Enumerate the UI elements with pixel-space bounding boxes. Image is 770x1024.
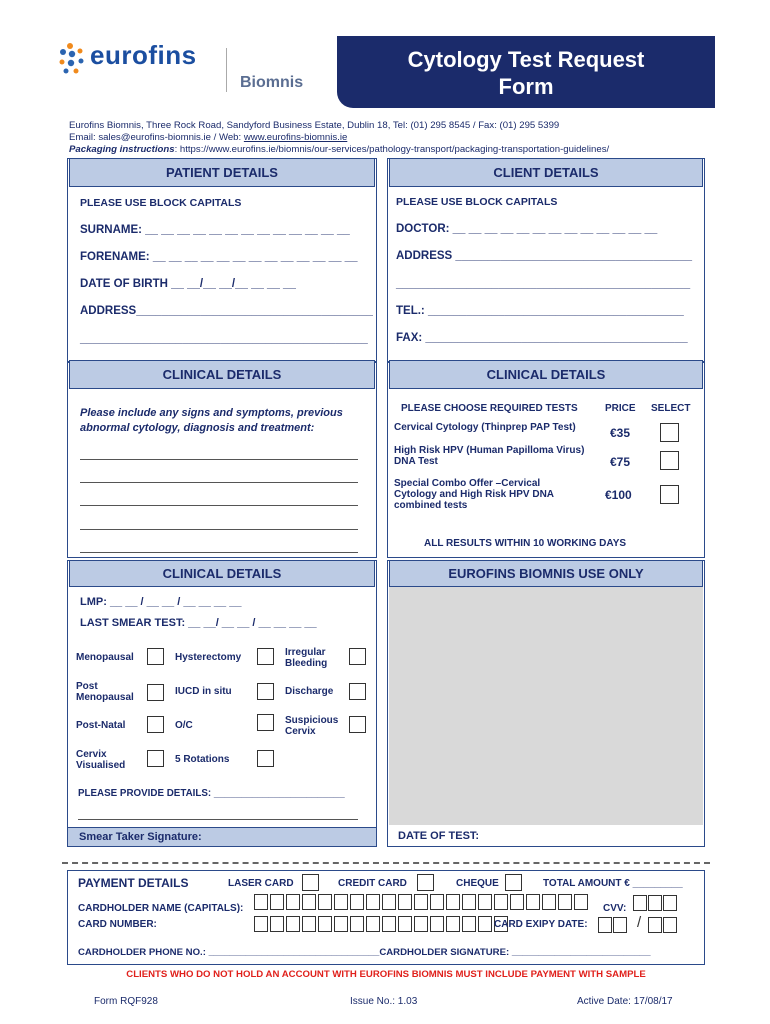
clinical-bottom-header: CLINICAL DETAILS xyxy=(69,560,375,587)
issue-number: Issue No.: 1.03 xyxy=(350,996,418,1007)
price-col-header: PRICE xyxy=(605,403,636,414)
cvv-label: CVV: xyxy=(603,903,627,914)
patient-forename-field[interactable]: FORENAME: __ __ __ __ __ __ __ __ __ __ __ __ __ xyxy=(80,251,358,263)
clinical-line[interactable] xyxy=(80,505,358,506)
credit-card-label: CREDIT CARD xyxy=(338,878,407,889)
cvv-box[interactable] xyxy=(648,895,662,911)
payment-header: PAYMENT DETAILS xyxy=(78,876,189,890)
cardholder-phone-signature[interactable]: CARDHOLDER PHONE NO.: ________________________________CARDHOLDER SIGNATURE: __________________________ xyxy=(78,947,651,958)
provide-details-line[interactable] xyxy=(78,819,358,820)
suspicious-cervix-checkbox[interactable] xyxy=(349,716,366,733)
card-char-box[interactable] xyxy=(430,894,444,910)
title-line-1: Cytology Test Request xyxy=(407,47,645,72)
clinical-note: Please include any signs and symptoms, previous abnormal cytology, diagnosis and treatment: xyxy=(80,407,343,434)
packaging-url[interactable]: : https://www.eurofins.ie/biomnis/our-services/pathology-transport/packaging-transportation-guidelines/ xyxy=(174,144,610,155)
card-char-box[interactable] xyxy=(398,894,412,910)
patient-address-field[interactable]: ADDRESS_____________________________________ xyxy=(80,305,373,317)
biomnis-use-panel xyxy=(389,587,703,825)
card-char-box[interactable] xyxy=(302,894,316,910)
client-doctor-field[interactable]: DOCTOR: __ __ __ __ __ __ __ __ __ __ __ __ __ xyxy=(396,223,658,235)
select-col-header: SELECT xyxy=(651,403,691,414)
card-char-box[interactable] xyxy=(462,894,476,910)
eurofins-dots-icon xyxy=(58,42,88,78)
patient-surname-field[interactable]: SURNAME: __ __ __ __ __ __ __ __ __ __ __ __ __ xyxy=(80,224,350,236)
logo-text: eurofins xyxy=(90,40,197,70)
card-char-box[interactable] xyxy=(542,894,556,910)
client-address-line-2[interactable]: ______________________________________________ xyxy=(396,278,691,290)
laser-card-label: LASER CARD xyxy=(228,878,294,889)
cervix-visualised-checkbox[interactable] xyxy=(147,750,164,767)
patient-address-line-2[interactable]: _____________________________________________ xyxy=(80,333,368,345)
email-line xyxy=(69,132,347,143)
last-smear-field[interactable]: LAST SMEAR TEST: __ __/ __ __ / __ __ __ __ xyxy=(80,617,317,629)
card-char-box[interactable] xyxy=(270,894,284,910)
cheque-label: CHEQUE xyxy=(456,878,499,889)
clinical-line[interactable] xyxy=(80,482,358,483)
email-prefix: Email: sales@eurofins-biomnis.ie / Web: xyxy=(69,132,244,143)
cheque-checkbox[interactable] xyxy=(505,874,522,891)
iucd-checkbox[interactable] xyxy=(257,683,274,700)
client-tel-field[interactable]: TEL.: ________________________________________ xyxy=(396,305,684,317)
card-char-box[interactable] xyxy=(494,894,508,910)
test-price: €35 xyxy=(610,426,631,440)
expiry-box[interactable] xyxy=(613,917,627,933)
laser-card-checkbox[interactable] xyxy=(302,874,319,891)
option-cervix-visualised: Cervix Visualised xyxy=(76,749,126,771)
web-link[interactable]: www.eurofins-biomnis.ie xyxy=(243,132,348,143)
test-select-checkbox[interactable] xyxy=(660,423,679,442)
option-hysterectomy: Hysterectomy xyxy=(175,652,242,663)
card-char-box[interactable] xyxy=(446,894,460,910)
post-menopausal-checkbox[interactable] xyxy=(147,684,164,701)
title-line-2: Form xyxy=(498,74,554,99)
expiry-box[interactable] xyxy=(598,917,612,933)
card-char-box[interactable] xyxy=(270,916,284,932)
card-char-box[interactable] xyxy=(574,894,588,910)
card-number-label: CARD NUMBER: xyxy=(78,919,157,930)
logo-divider xyxy=(226,48,227,92)
test-name: Special Combo Offer –Cervical Cytology and High Risk HPV DNA combined tests xyxy=(394,478,554,511)
rotations-checkbox[interactable] xyxy=(257,750,274,767)
post-natal-checkbox[interactable] xyxy=(147,716,164,733)
clinical-line[interactable] xyxy=(80,459,358,460)
card-char-box[interactable] xyxy=(286,894,300,910)
provide-details-field[interactable]: PLEASE PROVIDE DETAILS: ________________________ xyxy=(78,788,345,799)
hysterectomy-checkbox[interactable] xyxy=(257,648,274,665)
packaging-label: Packaging instructions xyxy=(69,144,175,155)
total-amount-field[interactable]: TOTAL AMOUNT € _________ xyxy=(543,878,683,889)
logo-sub: Biomnis xyxy=(240,74,304,91)
credit-card-checkbox[interactable] xyxy=(417,874,434,891)
cut-line xyxy=(62,862,710,864)
card-char-box[interactable] xyxy=(318,894,332,910)
card-char-box[interactable] xyxy=(446,916,460,932)
oc-checkbox[interactable] xyxy=(257,714,274,731)
option-iucd: IUCD in situ xyxy=(175,686,232,697)
eurofins-logo xyxy=(58,40,218,80)
card-char-box[interactable] xyxy=(366,894,380,910)
card-char-box[interactable] xyxy=(414,916,428,932)
card-char-box[interactable] xyxy=(382,894,396,910)
expiry-slash: / xyxy=(637,914,642,931)
card-char-box[interactable] xyxy=(350,894,364,910)
card-char-box[interactable] xyxy=(382,916,396,932)
payment-warning: CLIENTS WHO DO NOT HOLD AN ACCOUNT WITH EUROFINS BIOMNIS MUST INCLUDE PAYMENT WITH SAMPLE xyxy=(126,969,646,980)
card-char-box[interactable] xyxy=(558,894,572,910)
option-post-menopausal: Post Menopausal xyxy=(76,681,134,703)
option-discharge: Discharge xyxy=(285,686,334,697)
results-note: ALL RESULTS WITHIN 10 WORKING DAYS xyxy=(424,538,627,549)
card-char-box[interactable] xyxy=(254,894,268,910)
test-price: €100 xyxy=(605,488,632,502)
clinical-line[interactable] xyxy=(80,552,358,553)
option-post-natal: Post-Natal xyxy=(76,720,126,731)
card-char-box[interactable] xyxy=(478,916,492,932)
biomnis-use-header: EUROFINS BIOMNIS USE ONLY xyxy=(389,560,703,587)
card-char-box[interactable] xyxy=(350,916,364,932)
active-date: Active Date: 17/08/17 xyxy=(577,996,673,1007)
card-expiry-label: CARD EXIPY DATE: xyxy=(494,919,588,930)
expiry-box[interactable] xyxy=(663,917,677,933)
card-char-box[interactable] xyxy=(478,894,492,910)
smear-taker-signature[interactable]: Smear Taker Signature: xyxy=(79,831,202,843)
tests-header: CLINICAL DETAILS xyxy=(389,360,703,389)
card-char-box[interactable] xyxy=(334,894,348,910)
patient-dob-field[interactable]: DATE OF BIRTH __ __/__ __/__ __ __ __ xyxy=(80,278,296,290)
test-price: €75 xyxy=(610,455,631,469)
client-address-field[interactable]: ADDRESS _____________________________________ xyxy=(396,250,693,262)
title-banner xyxy=(337,36,715,108)
form-number: Form RQF928 xyxy=(94,996,158,1007)
clinical-line[interactable] xyxy=(80,529,358,530)
option-oc: O/C xyxy=(175,720,193,731)
card-char-box[interactable] xyxy=(302,916,316,932)
card-char-box[interactable] xyxy=(286,916,300,932)
option-irregular-bleeding: Irregular Bleeding xyxy=(285,647,328,669)
page-title xyxy=(337,36,715,100)
client-block-caps: PLEASE USE BLOCK CAPITALS xyxy=(396,196,558,208)
option-suspicious-cervix: Suspicious Cervix xyxy=(285,715,339,737)
test-select-checkbox[interactable] xyxy=(660,485,679,504)
clinical-left-header: CLINICAL DETAILS xyxy=(69,360,375,389)
cvv-box[interactable] xyxy=(663,895,677,911)
date-of-test-field[interactable]: DATE OF TEST: xyxy=(398,830,480,842)
card-char-box[interactable] xyxy=(366,916,380,932)
packaging-line xyxy=(69,144,609,155)
card-char-box[interactable] xyxy=(254,916,268,932)
test-select-checkbox[interactable] xyxy=(660,451,679,470)
client-header: CLIENT DETAILS xyxy=(389,158,703,187)
address-line: Eurofins Biomnis, Three Rock Road, Sandyford Business Estate, Dublin 18, Tel: (01) 295 8545 / Fax: (01) 295 5399 xyxy=(69,120,560,131)
card-char-box[interactable] xyxy=(414,894,428,910)
tests-col-header: PLEASE CHOOSE REQUIRED TESTS xyxy=(401,403,578,414)
cardholder-name-label: CARDHOLDER NAME (CAPITALS): xyxy=(78,903,244,914)
lmp-field[interactable]: LMP: __ __ / __ __ / __ __ __ __ xyxy=(80,596,242,608)
cvv-box[interactable] xyxy=(633,895,647,911)
option-5-rotations: 5 Rotations xyxy=(175,754,230,765)
card-char-box[interactable] xyxy=(318,916,332,932)
card-char-box[interactable] xyxy=(462,916,476,932)
card-char-box[interactable] xyxy=(398,916,412,932)
menopausal-checkbox[interactable] xyxy=(147,648,164,665)
expiry-box[interactable] xyxy=(648,917,662,933)
card-char-box[interactable] xyxy=(334,916,348,932)
patient-block-caps: PLEASE USE BLOCK CAPITALS xyxy=(80,197,242,209)
test-name: High Risk HPV (Human Papilloma Virus) DNA Test xyxy=(394,445,585,467)
card-char-box[interactable] xyxy=(510,894,524,910)
option-menopausal: Menopausal xyxy=(76,652,134,663)
client-fax-field[interactable]: FAX: _________________________________________ xyxy=(396,332,688,344)
discharge-checkbox[interactable] xyxy=(349,683,366,700)
test-name: Cervical Cytology (Thinprep PAP Test) xyxy=(394,422,576,433)
card-char-box[interactable] xyxy=(526,894,540,910)
patient-header: PATIENT DETAILS xyxy=(69,158,375,187)
card-char-box[interactable] xyxy=(430,916,444,932)
irregular-bleeding-checkbox[interactable] xyxy=(349,648,366,665)
